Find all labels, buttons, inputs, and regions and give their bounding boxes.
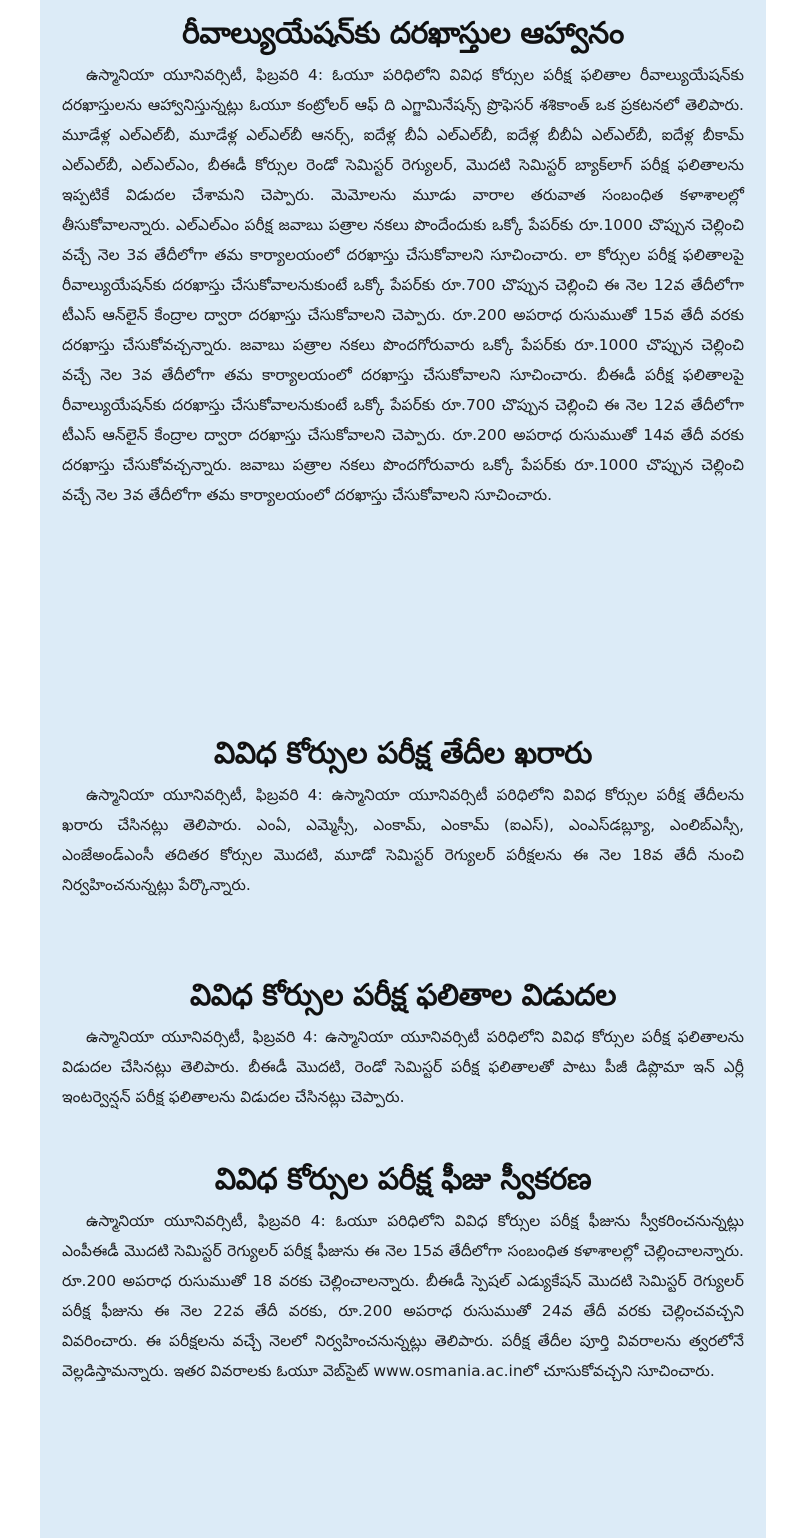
newspaper-clipping xyxy=(40,0,766,1538)
article-exam-dates xyxy=(62,734,744,962)
article-body: ఉస్మానియా యూనివర్సిటీ, ఫిబ్రవరి 4: ఓయూ పరిధిలోని వివిధ కోర్సుల పరీక్ష ఫలితాల రీవాల్యుయేషన్‌కు దరఖాస్తులను ఆహ్వానిస్తున్నట్లు ఓయూ కంట్రోలర్ ఆఫ్ ది ఎగ్జామినేషన్స్ ప్రొఫెసర్ శశికాంత్ ఒక ప్రకటనలో తెలిపారు. మూడేళ్ల ఎల్‌ఎల్‌బీ, మూడేళ్ల ఎల్‌ఎల్‌బీ ఆనర్స్, ఐదేళ్ల బీఏ ఎల్‌ఎల్‌బీ, ఐదేళ్ల బీబీఏ ఎల్‌ఎల్‌బీ, ఐదేళ్ల బీకామ్ ఎల్‌ఎల్‌బీ, ఎల్‌ఎల్‌ఎం, బీఈడీ కోర్సుల రెండో సెమిస్టర్ రెగ్యులర్, మొదటి సెమిస్టర్ బ్యాక్‌లాగ్ పరీక్ష ఫలితాలను ఇప్పటికే విడుదల చేశామని చెప్పారు. మెమోలను మూడు వారాల తరువాత సంబంధిత కళాశాలల్లో తీసుకోవాలన్నారు. ఎల్‌ఎల్‌ఎం పరీక్ష జవాబు పత్రాల నకలు పొందేందుకు ఒక్కో పేపర్‌కు రూ.1000 చొప్పున చెల్లించి వచ్చే నెల 3వ తేదీలోగా తమ కార్యాలయంలో దరఖాస్తు చేసుకోవాలని సూచించారు. లా కోర్సుల పరీక్ష ఫలితాలపై రీవాల్యుయేషన్‌కు దరఖాస్తు చేసుకోవాలనుకుంటే ఒక్కో పేపర్‌కు రూ.700 చొప్పున చెల్లించి ఈ నెల 12వ తేదీలోగా టీఎస్ ఆన్‌లైన్ కేంద్రాల ద్వారా దరఖాస్తు చేసుకోవాలని చెప్పారు. రూ.200 అపరాధ రుసుముతో 15వ తేదీ వరకు దరఖాస్తు చేసుకోవచ్చన్నారు. జవాబు పత్రాల నకలు పొందగోరువారు ఒక్కో పేపర్‌కు రూ.1000 చొప్పున చెల్లించి వచ్చే నెల 3వ తేదీలోగా తమ కార్యాలయంలో దరఖాస్తు చేసుకోవాలని సూచించారు. బీఈడీ పరీక్ష ఫలితాలపై రీవాల్యుయేషన్‌కు దరఖాస్తు చేసుకోవాలనుకుంటే ఒక్కో పేపర్‌కు రూ.700 చొప్పున చెల్లించి ఈ నెల 12వ తేదీలోగా టీఎస్ ఆన్‌లైన్ కేంద్రాల ద్వారా దరఖాస్తు చేసుకోవాలని చెప్పారు. రూ.200 అపరాధ రుసుముతో 14వ తేదీ వరకు దరఖాస్తు చేసుకోవచ్చన్నారు. జవాబు పత్రాల నకలు పొందగోరువారు ఒక్కో పేపర్‌కు రూ.1000 చొప్పున చెల్లించి వచ్చే నెల 3వ తేదీలోగా తమ కార్యాలయంలో దరఖాస్తు చేసుకోవాలని సూచించారు. xyxy=(62,66,744,504)
article-results-release xyxy=(62,976,744,1146)
article-revaluation xyxy=(62,14,744,720)
article-body: ఉస్మానియా యూనివర్సిటీ, ఫిబ్రవరి 4: ఉస్మానియా యూనివర్సిటీ పరిధిలోని వివిధ కోర్సుల పరీక్ష ఫలితాలను విడుదల చేసినట్లు తెలిపారు. బీఈడీ మొదటి, రెండో సెమిస్టర్ పరీక్ష ఫలితాలతో పాటు పీజీ డిప్లొమా ఇన్ ఎర్లీ ఇంటర్వెన్షన్ పరీక్ష ఫలితాలను విడుదల చేసినట్లు చెప్పారు. xyxy=(62,1028,744,1106)
article-headline: రీవాల్యుయేషన్‌కు దరఖాస్తుల ఆహ్వానం xyxy=(182,16,624,51)
article-headline: వివిధ కోర్సుల పరీక్ష ఫలితాల విడుదల xyxy=(190,978,616,1013)
article-fee-acceptance xyxy=(62,1160,744,1486)
article-body: ఉస్మానియా యూనివర్సిటీ, ఫిబ్రవరి 4: ఓయూ పరిధిలోని వివిధ కోర్సుల పరీక్ష ఫీజును స్వీకరించనున్నట్లు ఎంపీఈడీ మొదటి సెమిస్టర్ రెగ్యులర్ పరీక్ష ఫీజును ఈ నెల 15వ తేదీలోగా సంబంధిత కళాశాలల్లో చెల్లించాలన్నారు. రూ.200 అపరాధ రుసుముతో 18 వరకు చెల్లించాలన్నారు. బీఈడీ స్పెషల్ ఎడ్యుకేషన్ మొదటి సెమిస్టర్ రెగ్యులర్ పరీక్ష ఫీజును ఈ నెల 22వ తేదీ వరకు, రూ.200 అపరాధ రుసుముతో 24వ తేదీ వరకు చెల్లించవచ్చని వివరించారు. ఈ పరీక్షలను వచ్చే నెలలో నిర్వహించనున్నట్లు తెలిపారు. పరీక్ష తేదీల పూర్తి వివరాలను త్వరలోనే వెల్లడిస్తామన్నారు. ఇతర వివరాలకు ఓయూ వెబ్‌సైట్ www.osmania.ac.inలో చూసుకోవచ్చని సూచించారు. xyxy=(62,1212,744,1380)
article-body: ఉస్మానియా యూనివర్సిటీ, ఫిబ్రవరి 4: ఉస్మానియా యూనివర్సిటీ పరిధిలోని వివిధ కోర్సుల పరీక్ష తేదీలను ఖరారు చేసినట్లు తెలిపారు. ఎంఏ, ఎమ్మెస్సీ, ఎంకామ్, ఎంకామ్ (ఐఎస్), ఎంఎస్‌డబ్ల్యూ, ఎంలిబ్‌ఎస్సీ, ఎంజేఅండ్‌ఎంసీ తదితర కోర్సుల మొదటి, మూడో సెమిస్టర్ రెగ్యులర్ పరీక్షలను ఈ నెల 18వ తేదీ నుంచి నిర్వహించనున్నట్లు పేర్కొన్నారు. xyxy=(62,786,744,894)
article-headline: వివిధ కోర్సుల పరీక్ష తేదీల ఖరారు xyxy=(214,736,592,771)
article-headline: వివిధ కోర్సుల పరీక్ష ఫీజు స్వీకరణ xyxy=(214,1162,592,1197)
